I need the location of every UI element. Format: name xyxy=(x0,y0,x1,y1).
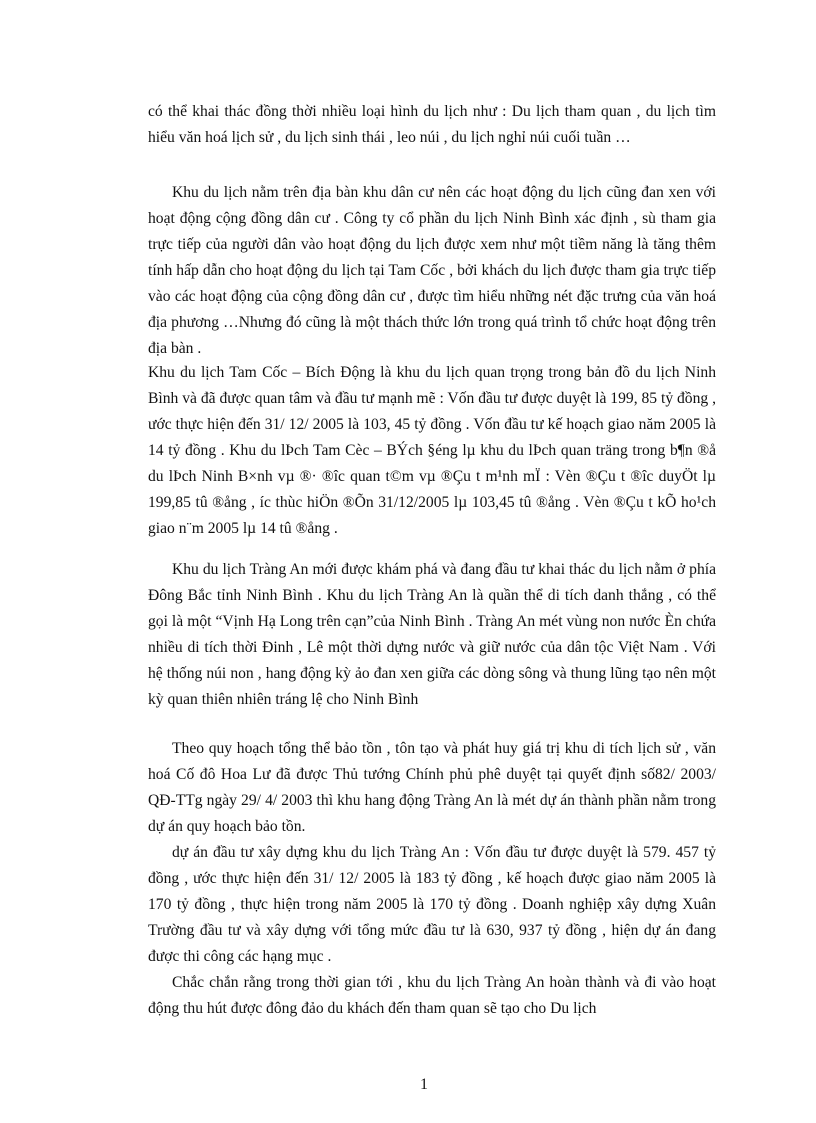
paragraph-trang-an-investment: dự án đầu tư xây dựng khu du lịch Tràng An : Vốn đầu tư được duyệt là 579. 457 tỷ đồng , ước thực hiện đến 31/ 12/ 2005 là 183 tỷ đồng , kế hoạch được giao năm 2005 là 170 tỷ đồng , thực hiện trong năm 2005 là 170 tỷ đồng . Doanh nghiệp xây dựng Xuân Trường đầu tư và xây dựng với tổng mức đầu tư là 630, 937 tỷ đồng , hiện dự án đang được thi công các hạng mục . xyxy=(148,844,716,965)
paragraph-future-outlook: Chắc chắn rằng trong thời gian tới , khu du lịch Tràng An hoàn thành và đi vào hoạt động thu hút được đông đảo du khách đến tham quan sẽ tạo cho Du lịch xyxy=(148,974,716,1017)
paragraph-trang-an-intro: Khu du lịch Tràng An mới được khám phá và đang đầu tư khai thác du lịch nằm ở phía Đông Bắc tỉnh Ninh Bình . Khu du lịch Tràng An là quần thể di tích danh thắng , có thể gọi là một “Vịnh Hạ Long trên cạn”của Ninh Bình . Tràng An mét vùng non nước Èn chứa nhiều di tích thời Đinh , Lê một thời dựng nước và giữ nước của dân tộc Việt Nam . Với hệ thống núi non , hang động kỳ ảo đan xen giữa các dòng sông và thung lũng tạo nên một kỳ quan thiên nhiên tráng lệ cho Ninh Bình xyxy=(148,561,716,708)
paragraph-tourism-types: có thể khai thác đồng thời nhiều loại hình du lịch như : Du lịch tham quan , du lịch tìm hiểu văn hoá lịch sử , du lịch sinh thái , leo núi , du lịch nghỉ núi cuối tuần … xyxy=(148,103,716,146)
paragraph-community-tourism: Khu du lịch nằm trên địa bàn khu dân cư nên các hoạt động du lịch cũng đan xen với hoạt động cộng đồng dân cư . Công ty cổ phần du lịch Ninh Bình xác định , sù tham gia trực tiếp của người dân vào hoạt động du lịch được xem như một tiềm năng là tăng thêm tính hấp dẫn cho hoạt động du lịch tại Tam Cốc , bởi khách du lịch được tham gia trực tiếp vào các hoạt động của cộng đồng dân cư , được tìm hiểu những nét đặc trưng của văn hoá địa phương …Nhưng đó cũng là một thách thức lớn trong quá trình tổ chức hoạt động trên địa bàn . xyxy=(148,184,716,357)
paragraph-conservation-plan: Theo quy hoạch tổng thể bảo tồn , tôn tạo và phát huy giá trị khu di tích lịch sử , văn hoá Cố đô Hoa Lư đã được Thủ tướng Chính phủ phê duyệt tại quyết định số82/ 2003/ QĐ-TTg ngày 29/ 4/ 2003 thì khu hang động Tràng An là mét dự án thành phần nằm trong dự án quy hoạch bảo tồn. xyxy=(148,740,716,835)
page-number: 1 xyxy=(420,1076,428,1093)
paragraph-tam-coc-investment: Khu du lịch Tam Cốc – Bích Động là khu du lịch quan trọng trong bản đồ du lịch Ninh Bình và đã được quan tâm và đầu tư mạnh mẽ : Vốn đầu tư được duyệt là 199, 85 tỷ đồng , ước thực hiện đến 31/ 12/ 2005 là 103, 45 tỷ đồng . Vốn đầu tư kế hoạch giao năm 2005 là 14 tỷ đồng . Khu du lÞch Tam Cèc – BÝch §éng lµ khu du lÞch quan träng trong b¶n ®å du lÞch Ninh B×nh vµ ®· ®îc quan t©m vµ ®Çu t m¹nh mÏ : Vèn ®Çu t ®îc duyÖt lµ 199,85 tû ®ång , íc thùc hiÖn ®Õn 31/12/2005 lµ 103,45 tû ®ång . Vèn ®Çu t kÕ ho¹ch giao n¨m 2005 lµ 14 tû ®ång . xyxy=(148,364,716,537)
